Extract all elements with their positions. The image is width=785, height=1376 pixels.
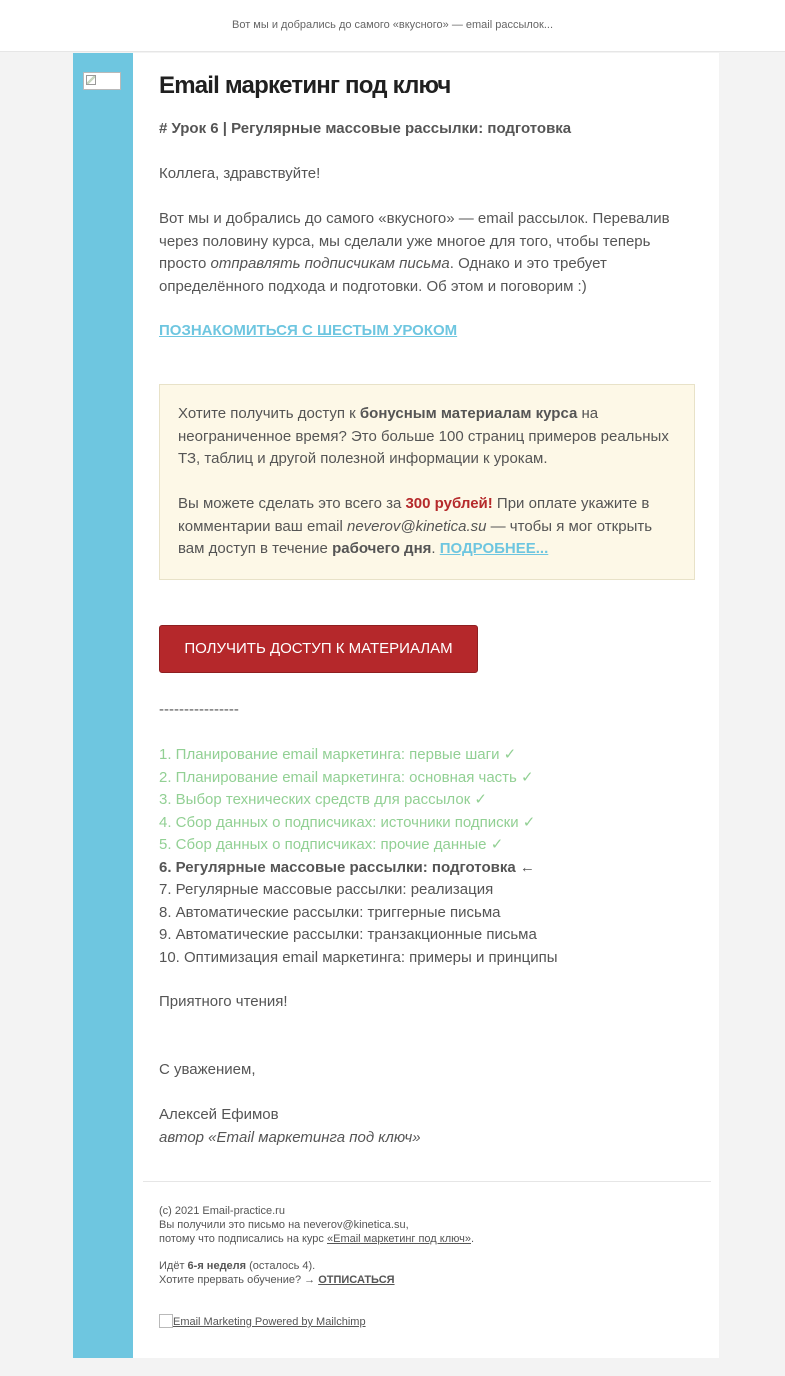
intro-paragraph <box>159 208 695 298</box>
footer-text: Идёт <box>159 1260 188 1272</box>
lesson-item: 5. Сбор данных о подписчиках: прочие данные ✓ <box>159 836 504 853</box>
lesson-link-row <box>159 320 695 343</box>
intro-text-2: . Однако и это требует определённого подхода и подготовки. Об этом и поговорим :) <box>159 255 607 295</box>
regards-text: С уважением, <box>159 1061 256 1078</box>
bonus-text: на неограниченное время? Это больше 100 страниц примеров реальных ТЗ, таблиц и другой полезной информации к урокам. <box>178 405 669 467</box>
intro-text-1: Вот мы и добрались до самого «вкусного» — email рассылок. Перевалив через половину курса, мы сделали уже многое для того, чтобы теперь просто <box>159 210 670 272</box>
greeting: Коллега, здравствуйте! <box>159 165 321 182</box>
price-label: 300 рублей! <box>405 495 493 512</box>
footer-text: Хотите прервать обучение? → <box>159 1274 319 1286</box>
footer-text: (осталось 4). <box>246 1260 316 1272</box>
lesson-item: 9. Автоматические рассылки: транзакционные письма <box>159 926 537 943</box>
lesson-item: 3. Выбор технических средств для рассылок ✓ <box>159 791 487 808</box>
get-access-button[interactable]: ПОЛУЧИТЬ ДОСТУП К МАТЕРИАЛАМ <box>159 625 478 673</box>
lesson-item: 4. Сбор данных о подписчиках: источники подписки ✓ <box>159 813 536 831</box>
author-role: автор «Email маркетинга под ключ» <box>159 1128 421 1146</box>
lesson-heading: # Урок 6 | Регулярные массовые рассылки: подготовка <box>159 120 572 137</box>
signature <box>159 1104 695 1149</box>
lesson-item: 8. Автоматические рассылки: триггерные письма <box>159 903 501 921</box>
bonus-paragraph-1 <box>178 403 676 471</box>
divider-text: ---------------- <box>159 701 239 718</box>
closing-text: Приятного чтения! <box>159 993 288 1010</box>
unsubscribe-row <box>159 1273 695 1287</box>
unsubscribe-link[interactable]: ОТПИСАТЬСЯ <box>318 1274 395 1286</box>
bonus-text: . <box>431 540 440 557</box>
subscription-reason <box>159 1232 695 1246</box>
logo-image-placeholder <box>83 72 121 90</box>
bonus-box <box>159 384 695 580</box>
lesson-item: 7. Регулярные массовые рассылки: реализация <box>159 881 494 898</box>
bonus-text: Хотите получить доступ к <box>178 405 360 422</box>
lesson-list <box>159 744 695 969</box>
footer <box>159 1204 695 1287</box>
lesson-item: 1. Планирование email маркетинга: первые шаги ✓ <box>159 746 517 763</box>
preheader-text: Вот мы и добрались до самого «вкусного» — email рассылок... <box>232 19 553 31</box>
more-details-link[interactable]: ПОДРОБНЕЕ... <box>439 540 549 557</box>
week-status <box>159 1259 695 1273</box>
sidebar <box>73 53 133 1358</box>
bonus-paragraph-2 <box>178 493 676 561</box>
working-day-label: рабочего дня <box>332 540 432 557</box>
lesson-link[interactable]: ПОЗНАКОМИТЬСЯ С ШЕСТЫМ УРОКОМ <box>159 322 458 339</box>
author-name: Алексей Ефимов <box>159 1106 279 1123</box>
broken-image-icon <box>86 75 96 85</box>
email-body <box>133 53 719 1358</box>
lesson-item: 2. Планирование email маркетинга: основная часть ✓ <box>159 768 534 786</box>
mailchimp-badge-text: Email Marketing Powered by Mailchimp <box>173 1316 366 1328</box>
bonus-text: — чтобы я мог открыть вам доступ в течение <box>178 517 653 557</box>
footer-text: . <box>471 1233 475 1245</box>
footer-divider <box>143 1181 711 1182</box>
lesson-item-current: 6. Регулярные массовые рассылки: подготовка ← <box>159 858 535 876</box>
mailchimp-badge[interactable] <box>159 1314 366 1329</box>
current-week: 6-я неделя <box>187 1260 247 1272</box>
email-title: Email маркетинг под ключ <box>159 72 451 99</box>
preheader <box>0 0 785 52</box>
lesson-item: 10. Оптимизация email маркетинга: примеры и принципы <box>159 948 558 966</box>
intro-emphasis: отправлять подписчикам письма <box>210 255 450 272</box>
footer-text: потому что подписались на курс <box>159 1233 327 1245</box>
received-notice: Вы получили это письмо на neverov@kinetica.su, <box>159 1219 409 1231</box>
subscriber-email: neverov@kinetica.su <box>347 517 487 535</box>
copyright: (c) 2021 Email-practice.ru <box>159 1205 285 1217</box>
bonus-text: Вы можете сделать это всего за <box>178 495 406 512</box>
bonus-materials-label: бонусным материалам курса <box>359 405 578 422</box>
course-link[interactable]: «Email маркетинг под ключ» <box>326 1233 471 1245</box>
broken-image-icon <box>159 1314 173 1328</box>
bonus-text: При оплате укажите в комментарии ваш email <box>178 495 650 535</box>
